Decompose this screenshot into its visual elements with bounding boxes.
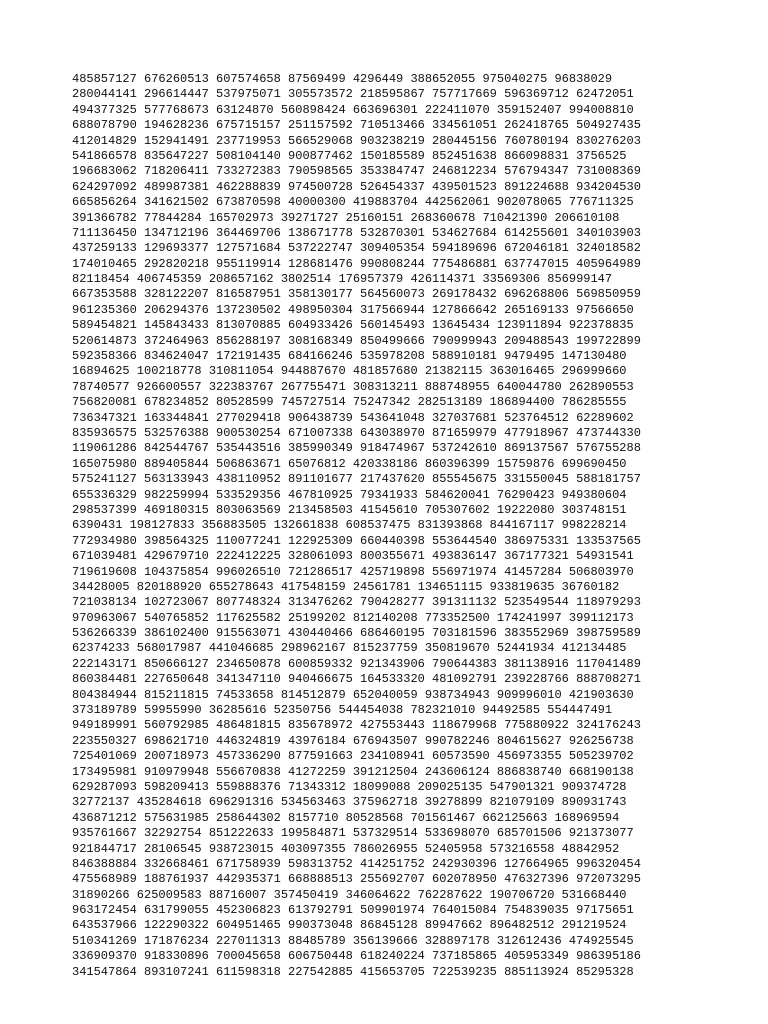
number-line: 725401069 200718973 457336290 877591663 234108941 60573590 456973355 505239702	[72, 749, 634, 764]
number-line: 643537966 122290322 604951465 990373048 86845128 89947662 896482512 291219524	[72, 918, 627, 933]
number-line: 688078790 194628236 675715157 251157592 710513466 334561051 262418765 504927435	[72, 118, 641, 133]
number-line: 624297092 489987381 462288839 974500728 526454337 439501523 891224688 934204530	[72, 179, 641, 194]
number-line: 437259133 129693377 127571684 537222747 309405354 594189696 672046181 324018582	[72, 241, 641, 256]
number-line: 62374233 568017987 441046685 298962167 815237759 350819670 52441934 412134485	[72, 641, 627, 656]
number-line: 373189789 59955990 36285616 52350756 544454038 782321010 94492585 554447491	[72, 703, 613, 718]
number-line: 536266339 386102400 915563071 430440466 686460195 703181596 383552969 398759589	[72, 626, 641, 641]
number-line: 541866578 835647227 508104140 900877462 150185589 852451638 866098831 3756525	[72, 148, 627, 163]
number-line: 510341269 171876234 227011313 88485789 356139666 328897178 312612436 474925545	[72, 933, 634, 948]
number-line: 6390431 198127833 356883505 132661838 608537475 831393868 844167117 998228214	[72, 518, 627, 533]
number-line: 589454821 145843433 813070885 604933426 560145493 13645434 123911894 922378835	[72, 318, 634, 333]
number-line: 298537399 469180315 803063569 213458503 41545610 705307602 19222080 303748151	[72, 502, 627, 517]
number-line: 921844717 28106545 938723015 403097355 786026955 52405958 573216558 48842952	[72, 841, 620, 856]
number-line: 671039481 429679710 222412225 328061093 800355671 493836147 367177321 54931541	[72, 549, 634, 564]
number-line: 721038134 102723067 807748324 313476262 790428277 391311132 523549544 118979293	[72, 595, 641, 610]
number-line: 31890266 625009583 88716007 357450419 346064622 762287622 190706720 531668440	[72, 887, 627, 902]
number-line: 412014829 152941491 237719953 566529068 903238219 280445156 760780194 830276203	[72, 133, 641, 148]
number-line: 970963067 540765852 117625582 25199202 812140208 773352500 174241997 399112173	[72, 610, 634, 625]
number-line: 494377325 577768673 63124870 560898424 663696301 222411070 359152407 994008810	[72, 102, 634, 117]
number-line: 485857127 676260513 607574658 87569499 4296449 388652055 975040275 96838029	[72, 72, 613, 86]
number-line: 165075980 889405844 506863671 65076812 420338186 860396399 15759876 699690450	[72, 456, 627, 471]
number-line: 78740577 926600557 322383767 267755471 308313211 888748955 640044780 262890553	[72, 379, 634, 394]
number-line: 756820081 678234852 80528599 745727514 75247342 282513189 186894400 786285555	[72, 395, 627, 410]
number-line: 336909370 918330896 700045658 606750448 618240224 737185865 405953349 986395186	[72, 949, 641, 964]
number-line: 16894625 100218778 310811054 944887670 481857680 21382115 363016465 296999660	[72, 364, 627, 379]
number-line: 280044141 296614447 537975071 305573572 218595867 757717669 596369712 62472051	[72, 87, 634, 102]
number-line: 34428005 820188920 655278643 417548159 24561781 134651115 933819635 36760182	[72, 579, 620, 594]
number-line: 736347321 163344841 277029418 906438739 543641048 327037681 523764512 62289602	[72, 410, 634, 425]
number-line: 520614873 372464963 856288197 308168349 850499666 790999943 209488543 199722899	[72, 333, 641, 348]
number-line: 935761667 32292754 851222633 199584871 537329514 533698070 685701506 921373077	[72, 826, 634, 841]
number-line: 846388884 332668461 671758939 598313752 414251752 242930396 127664965 996320454	[72, 856, 641, 871]
number-line: 173495981 910979948 556670838 41272259 391212504 243606124 886838740 668190138	[72, 764, 634, 779]
number-line: 436871212 575631985 258644302 8157710 80528568 701561467 662125663 168969594	[72, 810, 620, 825]
number-line: 719619608 104375854 996026510 721286517 425719898 556971974 41457284 506803970	[72, 564, 634, 579]
number-line: 119061286 842544767 535443516 385990349 918474967 537242610 869137567 576755288	[72, 441, 641, 456]
number-line: 961235360 206294376 137230502 498950304 317566944 127866642 265169133 97566650	[72, 302, 634, 317]
number-line: 665856264 341621502 673870598 40000300 419883704 442562061 902078065 776711325	[72, 195, 634, 210]
number-line: 804384944 815211815 74533658 814512879 652040059 938734943 909996010 421903630	[72, 687, 634, 702]
number-line: 223550327 698621710 446324819 43976184 676943507 990782246 804615627 926256738	[72, 733, 634, 748]
number-line: 667353588 328122207 816587951 358130177 564560073 269178432 696268806 569850959	[72, 287, 641, 302]
number-line: 963172454 631799055 452306823 613792791 509901974 764015084 754839035 97175651	[72, 903, 634, 918]
number-line: 835936575 532576388 900530254 671007338 643038970 871659979 477918967 473744330	[72, 425, 641, 440]
number-line: 475568989 188761937 442935371 668888513 255692707 602078950 476327396 972073295	[72, 872, 641, 887]
number-line: 391366782 77844284 165702973 39271727 25160151 268360678 710421390 206610108	[72, 210, 620, 225]
number-line: 575241127 563133943 438110952 891101677 217437620 855545675 331550045 588181757	[72, 472, 641, 487]
number-line: 174010465 292820218 955119914 128681476 990808244 775486881 637747015 405964989	[72, 256, 641, 271]
number-line: 711136450 134712196 364469706 138671778 532870301 534627684 614255601 340103903	[72, 225, 641, 240]
number-line: 196683062 718206411 733272383 790598565 353384747 246812234 576794347 731008369	[72, 164, 641, 179]
number-line: 82118454 406745359 208657162 3802514 176957379 426114371 33569306 856999147	[72, 272, 613, 287]
number-line: 592358366 834624047 172191435 684166246 535978208 588910181 9479495 147130480	[72, 349, 627, 364]
number-line: 949189991 560792985 486481815 835678972 427553443 118679968 775880922 324176243	[72, 718, 641, 733]
number-line: 860384481 227650648 341347110 940466675 164533320 481092791 239228766 888708271	[72, 672, 641, 687]
number-line: 772934980 398564325 110077241 122925309 660440398 553644540 386975331 133537565	[72, 533, 641, 548]
number-line: 341547864 893107241 611598318 227542885 415653705 722539235 885113924 85295328	[72, 964, 634, 979]
number-list	[72, 72, 641, 980]
number-line: 655336329 982259994 533529356 467810925 79341933 584620041 76290423 949380604	[72, 487, 627, 502]
number-line: 629287093 598209413 559888376 71343312 18099088 209025135 547901321 909374728	[72, 779, 627, 794]
number-line: 32772137 435284618 696291316 534563463 375962718 39278899 821079109 890931743	[72, 795, 627, 810]
number-line: 222143171 850666127 234650878 600859332 921343906 790644383 381138916 117041489	[72, 656, 641, 671]
